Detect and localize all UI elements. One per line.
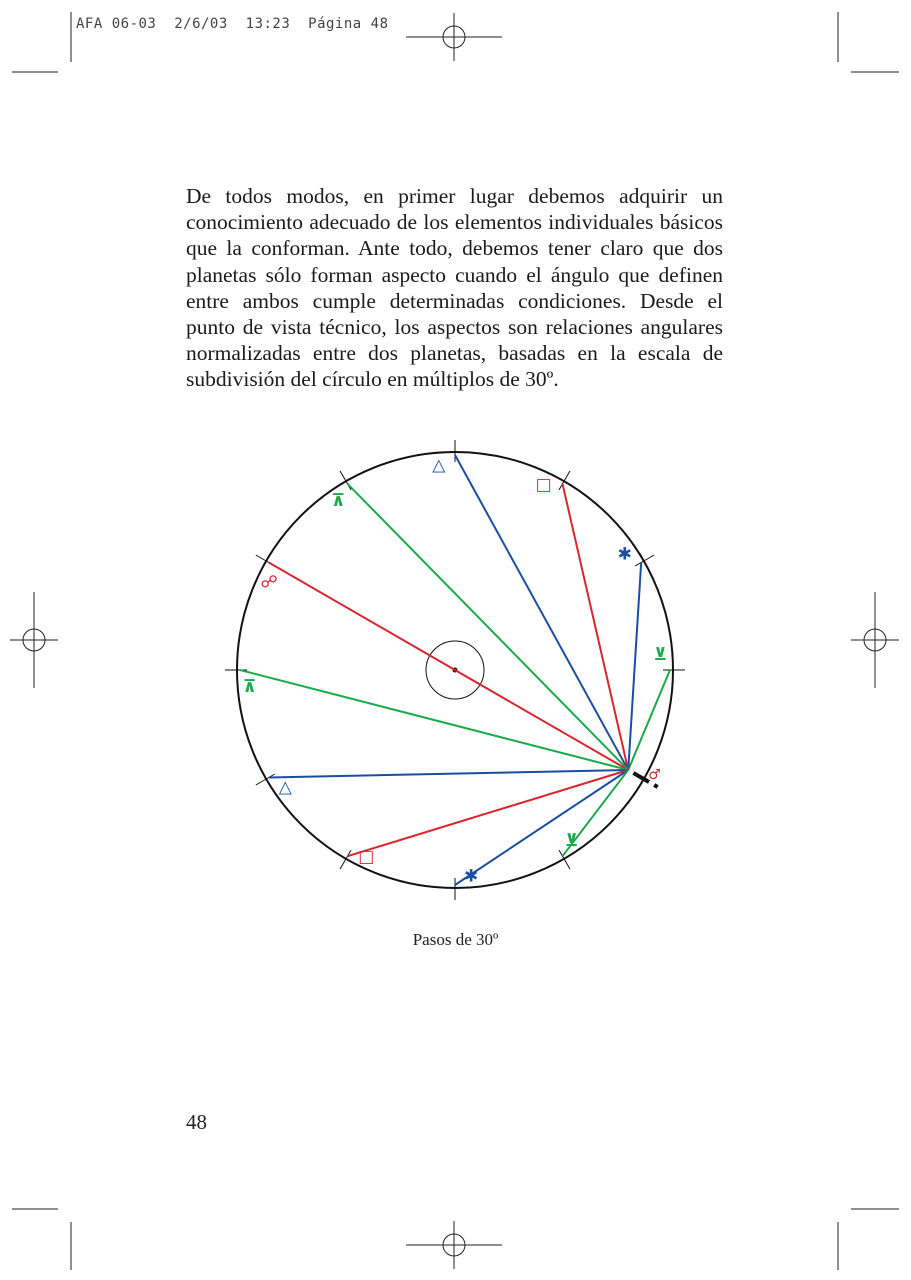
quincunx-symbol: ⊼	[331, 491, 346, 512]
aspect-line-quincunx	[348, 484, 629, 770]
aspect-line-quincunx	[240, 670, 628, 770]
aspect-line-trine	[269, 770, 628, 778]
quincunx-symbol: ⊼	[242, 677, 257, 698]
semisextile-symbol: ⊻	[564, 830, 579, 851]
source-planet-tick	[654, 785, 657, 787]
square-symbol: □	[358, 846, 375, 867]
body-paragraph: De todos modos, en primer lugar debemos adquirir un conocimiento adecuado de los elementos individuales básicos que la conforman. Ante todo, debemos tener claro que dos planetas sólo forman aspecto cuando el ángulo que definen entre ambos cumple determinadas condiciones. Desde el punto de vista técnico, los aspectos son relaciones angulares normalizadas entre dos planetas, basadas en la escala de subdivisión del círculo en múltiplos de 30º.	[186, 184, 723, 392]
semisextile-symbol: ⊻	[653, 644, 668, 665]
sextile-symbol: ✱	[617, 544, 632, 565]
trine-symbol: △	[432, 455, 446, 476]
trine-symbol: △	[278, 777, 292, 798]
aspect-line-opposition	[269, 563, 628, 771]
figure-caption: Pasos de 30º	[412, 930, 499, 949]
sextile-symbol: ✱	[464, 866, 479, 887]
aspect-line-sextile	[455, 770, 628, 885]
source-planet-glyph: ♂	[648, 767, 661, 784]
opposition-symbol: ☍	[260, 572, 278, 593]
aspect-line-sextile	[628, 563, 641, 771]
print-slug-line: AFA 06-03 2/6/03 13:23 Página 48	[76, 16, 389, 32]
aspect-line-trine	[455, 455, 628, 770]
page-number: 48	[186, 1110, 207, 1134]
square-symbol: □	[535, 475, 552, 496]
